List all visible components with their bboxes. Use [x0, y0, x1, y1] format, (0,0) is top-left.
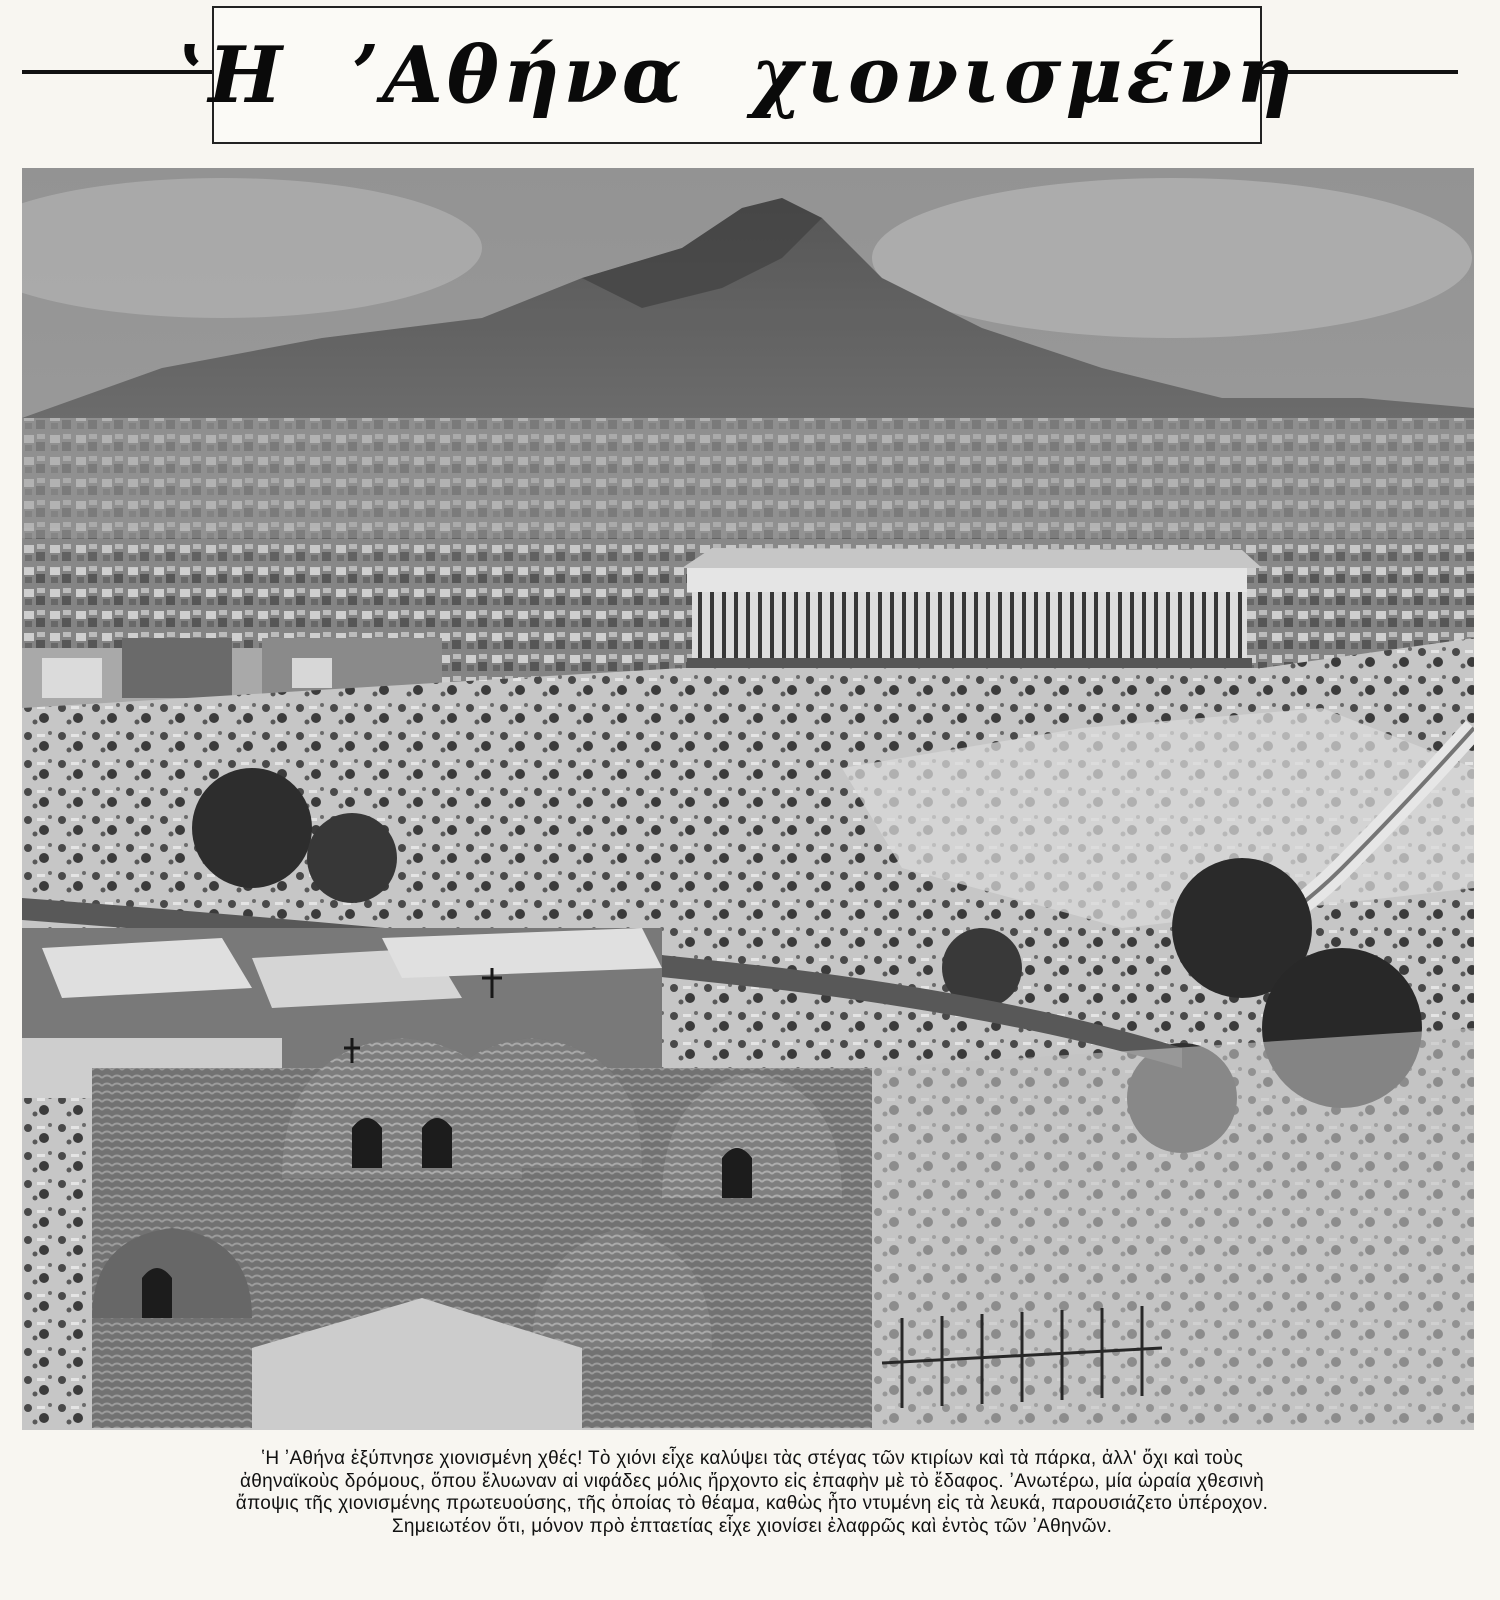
- caption-line: ἄποψις τῆς χιονισμένης πρωτευούσης, τῆς ὁποίας τὸ θέαμα, καθὼς ἦτο ντυμένη εἰς τὰ λευκά, παρουσιάζετο ὑπέροχον.: [235, 1493, 1269, 1514]
- photo-athens-snow-icon: [22, 168, 1474, 1430]
- caption-line: ἀθηναϊκοὺς δρόμους, ὅπου ἔλυωναν αἱ νιφάδες μόλις ἤρχοντο εἰς ἐπαφὴν μὲ τὸ ἔδαφος. ʼΑνωτέρω, μία ὡραία χθεσινὴ: [239, 1470, 1265, 1492]
- caption-line: Σημειωτέον ὅτι, μόνον πρὸ ἑπταετίας εἶχε χιονίσει ἐλαφρῶς καὶ ἐντὸς τῶν ʼΑθηνῶν.: [391, 1515, 1113, 1537]
- athens-snow-photo: [22, 168, 1474, 1430]
- headline: ʽΗ ʼΑθήνα χιονισμένη: [177, 29, 1297, 121]
- photo-caption: [42, 1448, 1462, 1538]
- headline-box: [177, 6, 1297, 144]
- caption-line: ʽΗ ʼΑθήνα ἐξύπνησε χιονισμένη χθές! Τὸ χιόνι εἶχε καλύψει τὰς στέγας τῶν κτιρίων καὶ τὰ πάρκα, ἀλλ' ὄχι καὶ τοὺς: [260, 1448, 1244, 1469]
